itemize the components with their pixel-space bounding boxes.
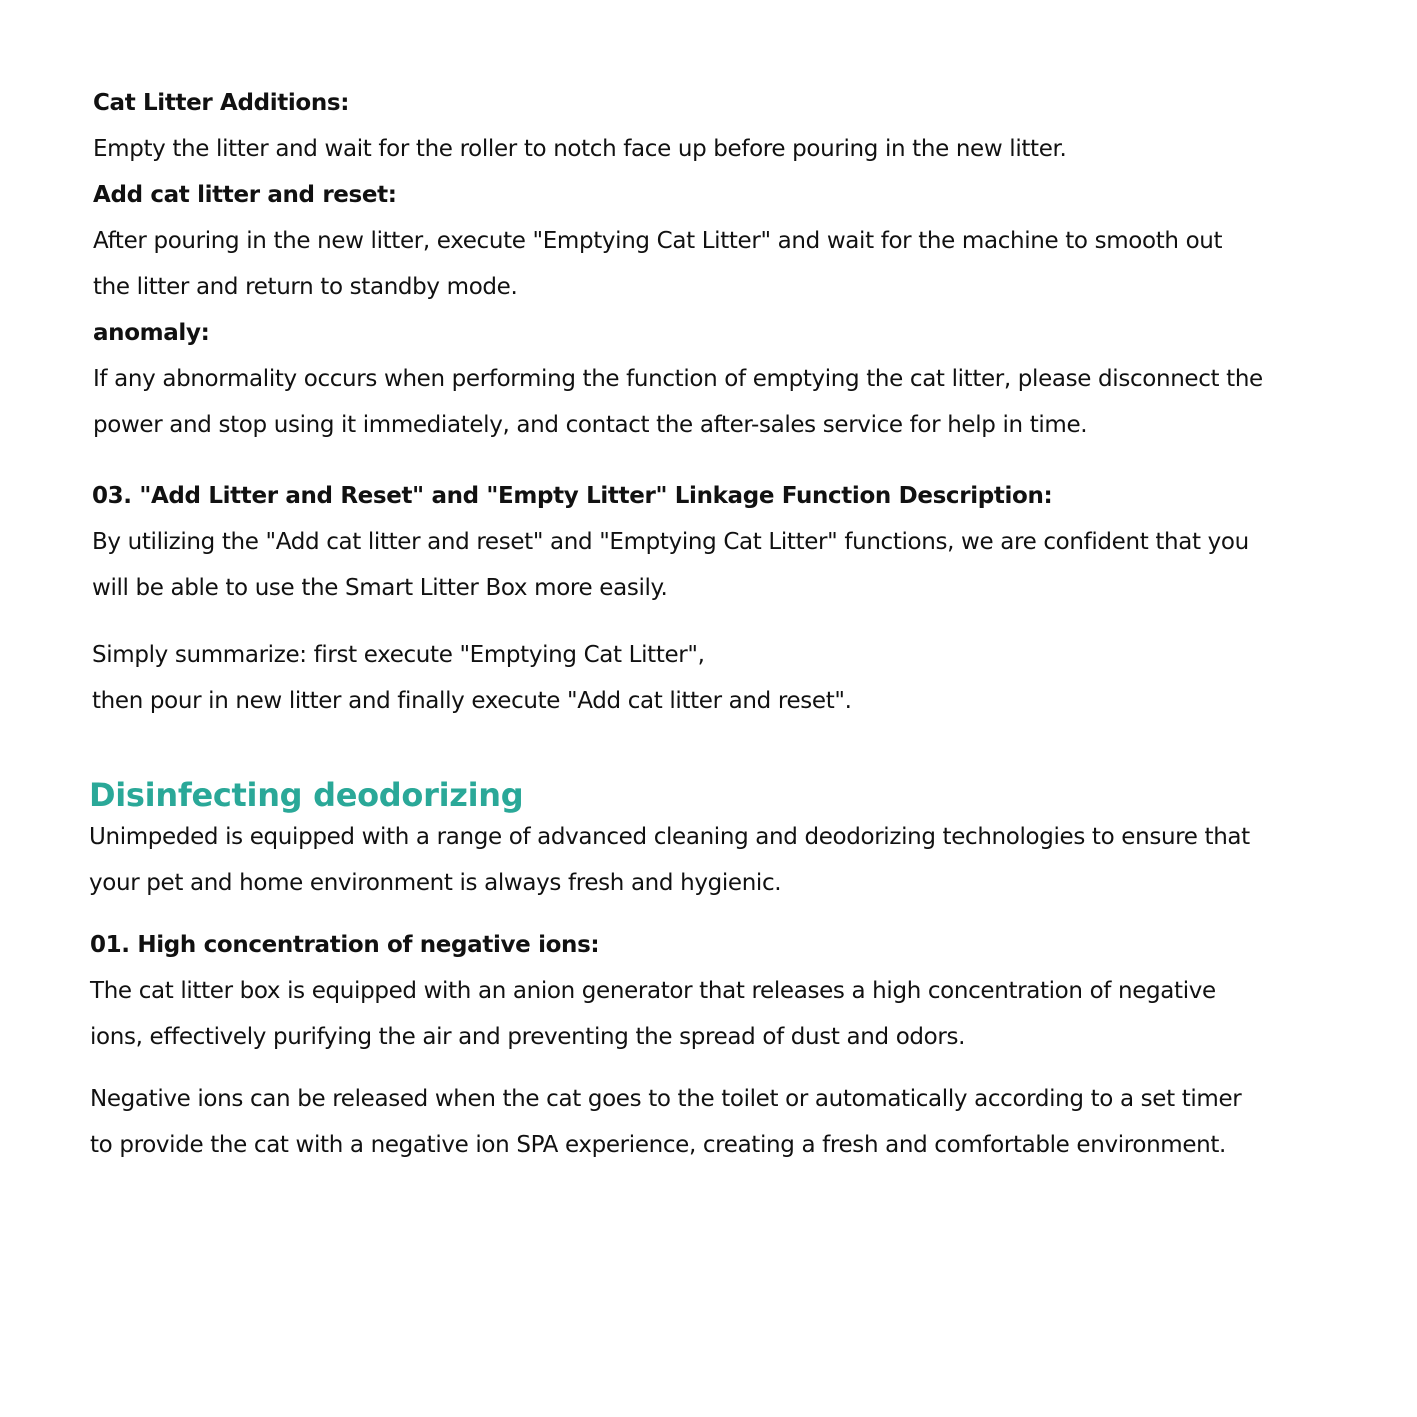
add-reset-text-line-1: After pouring in the new litter, execute "Emptying Cat Litter" and wait for the machine to smooth out (93, 228, 1223, 254)
negative-ions-text-line-1: The cat litter box is equipped with an anion generator that releases a high concentration of negative (90, 978, 1216, 1004)
anomaly-text-line-2: power and stop using it immediately, and contact the after-sales service for help in time. (93, 412, 1088, 438)
linkage-function-section (92, 473, 1352, 611)
intro-line-1: Unimpeded is equipped with a range of advanced cleaning and deodorizing technologies to ensure that (89, 824, 1250, 850)
add-reset-heading: Add cat litter and reset: (93, 182, 397, 208)
negative-ions-section (90, 922, 1350, 1060)
linkage-text-line-2: will be able to use the Smart Litter Box more easily. (92, 575, 668, 601)
paragraph-line-2: to provide the cat with a negative ion SPA experience, creating a fresh and comfortable environment. (90, 1132, 1227, 1158)
add-reset-text-line-2: the litter and return to standby mode. (93, 274, 518, 300)
negative-ions-heading: 01. High concentration of negative ions: (90, 932, 600, 958)
cat-litter-additions-heading: Cat Litter Additions: (93, 90, 350, 116)
paragraph-line-1: Negative ions can be released when the cat goes to the toilet or automatically according to a set timer (90, 1086, 1242, 1112)
linkage-heading: 03. "Add Litter and Reset" and "Empty Litter" Linkage Function Description: (92, 483, 1053, 509)
intro-line-2: your pet and home environment is always fresh and hygienic. (89, 870, 782, 896)
anomaly-text-line-1: If any abnormality occurs when performing the function of emptying the cat litter, please disconnect the (93, 366, 1263, 392)
anomaly-heading: anomaly: (93, 320, 210, 346)
linkage-text-line-1: By utilizing the "Add cat litter and reset" and "Emptying Cat Litter" functions, we are confident that you (92, 529, 1249, 555)
disinfecting-title: Disinfecting deodorizing (89, 776, 524, 814)
summary-line-2: then pour in new litter and finally execute "Add cat litter and reset". (92, 688, 852, 714)
summary-section (92, 632, 1352, 724)
litter-operations-section (93, 80, 1353, 448)
disinfecting-section (89, 775, 1349, 815)
summary-line-1: Simply summarize: first execute "Emptying Cat Litter", (92, 642, 705, 668)
disinfecting-intro (89, 814, 1349, 906)
negative-ions-text-line-2: ions, effectively purifying the air and preventing the spread of dust and odors. (90, 1024, 966, 1050)
negative-ions-paragraph (90, 1076, 1350, 1168)
cat-litter-additions-text: Empty the litter and wait for the roller to notch face up before pouring in the new litter. (93, 136, 1067, 162)
